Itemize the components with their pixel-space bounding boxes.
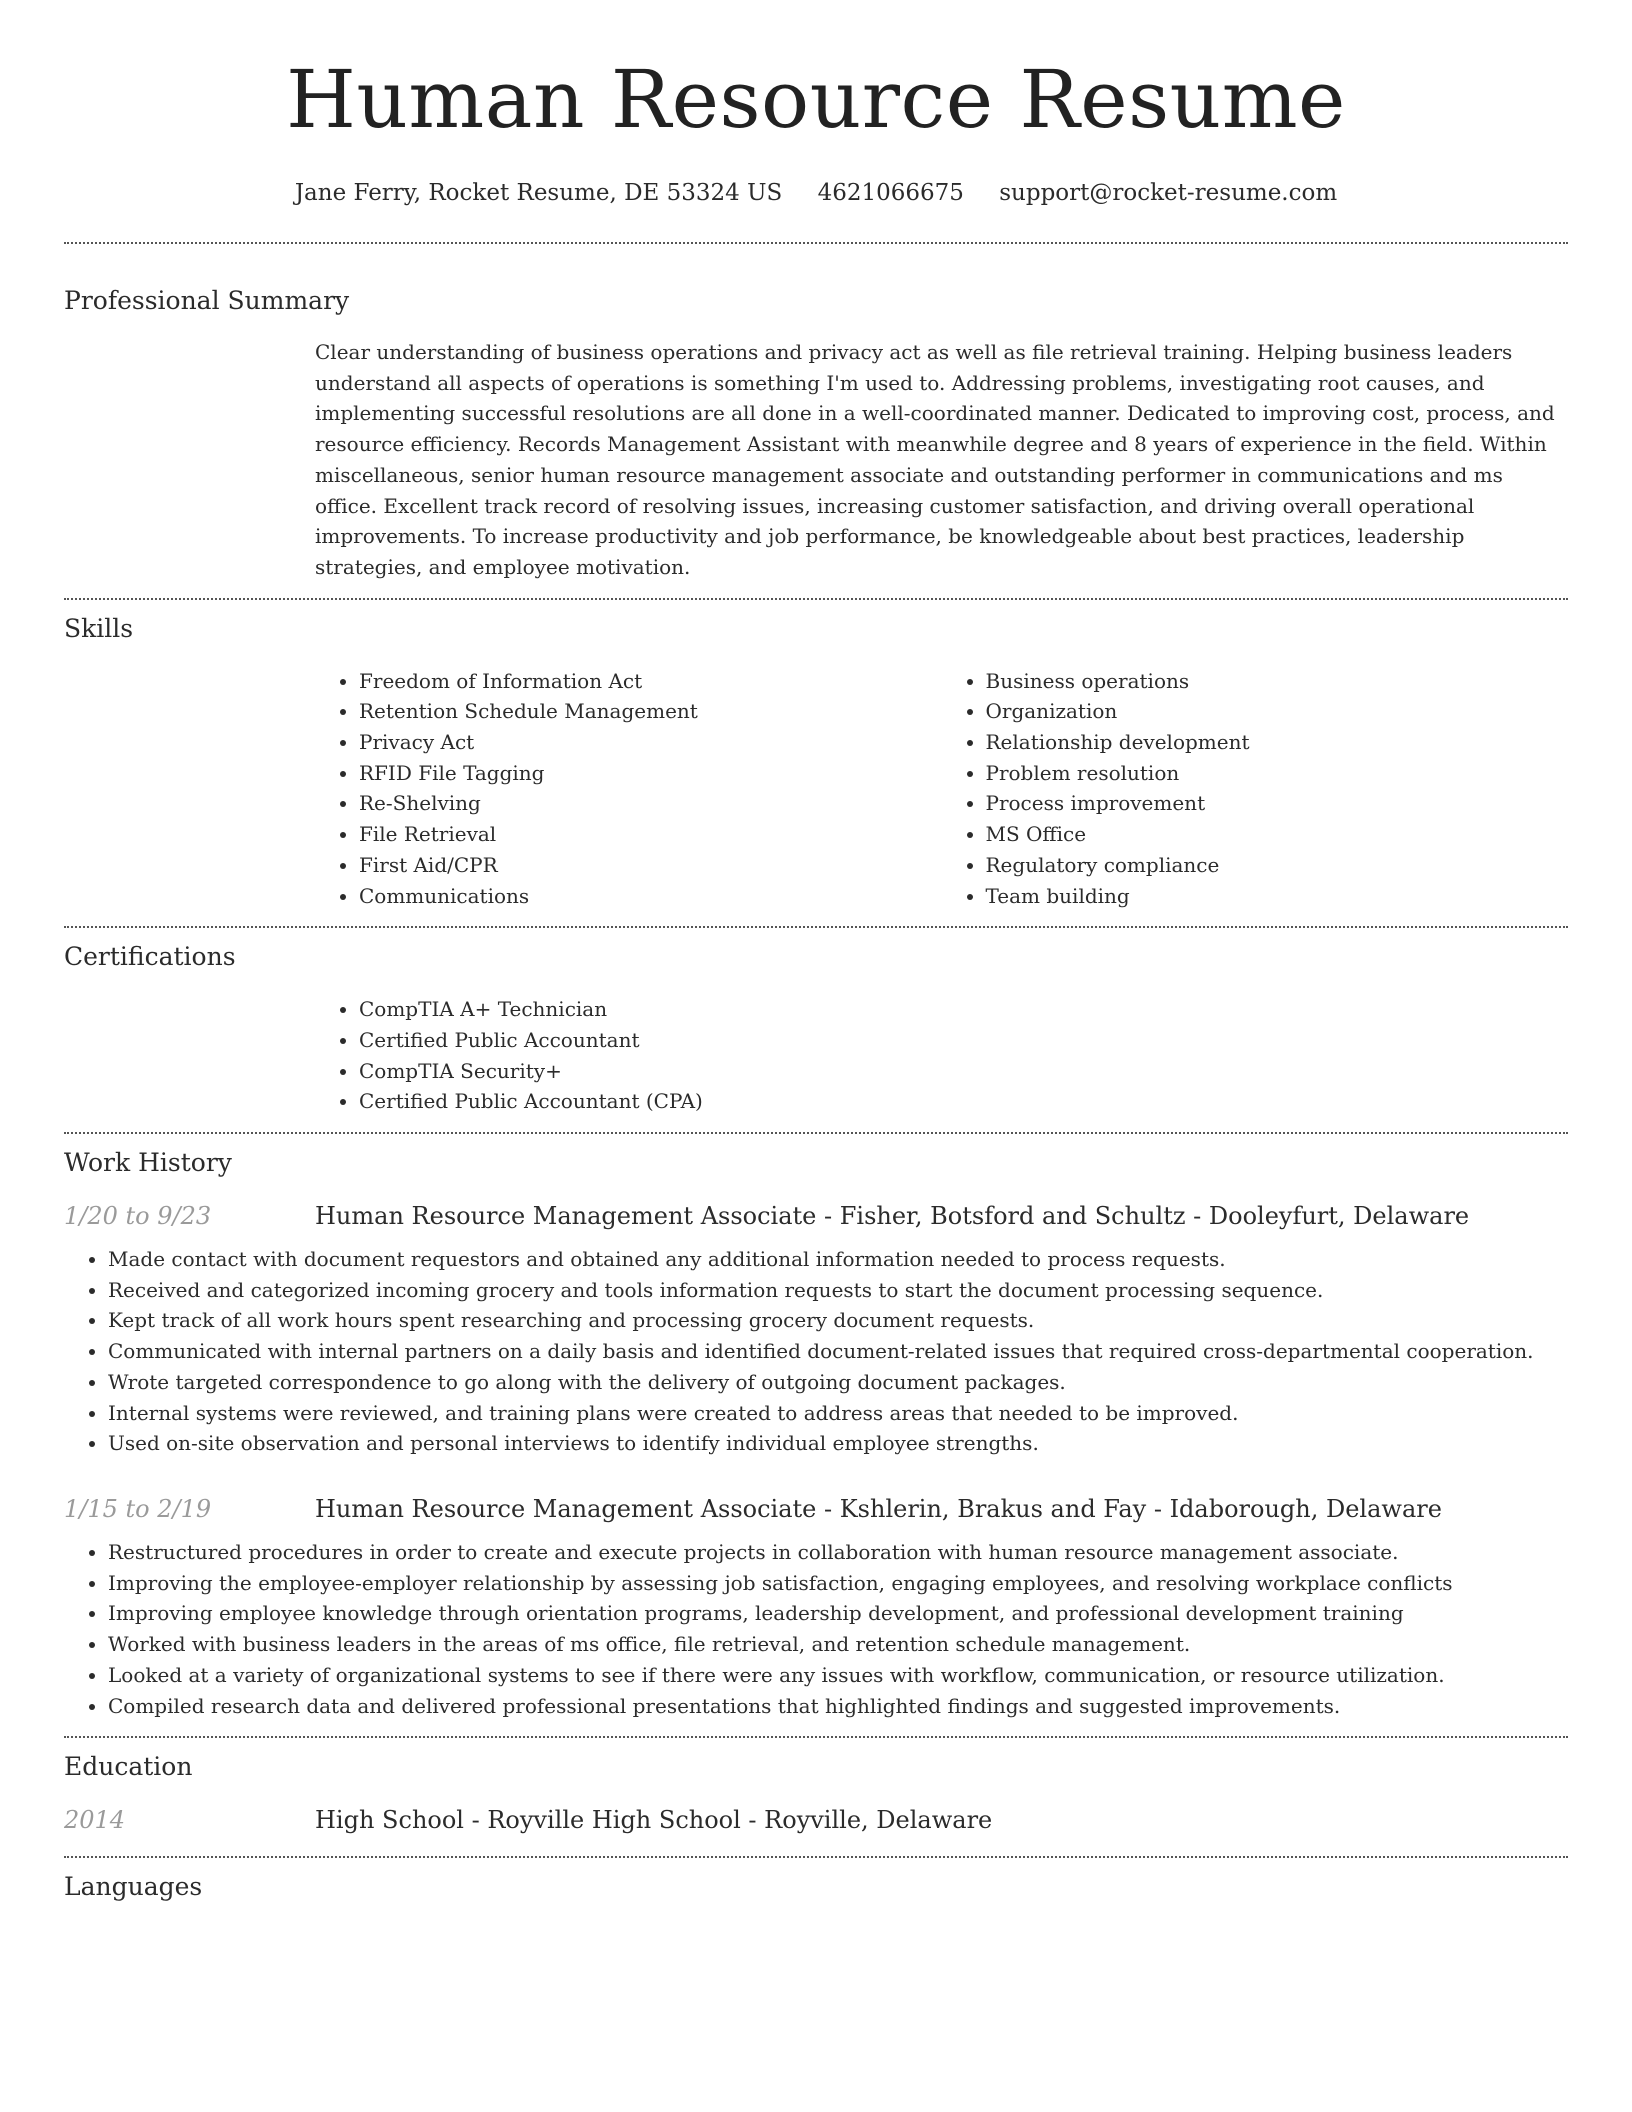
job-header xyxy=(64,1493,1568,1525)
section-title-certifications: Certifications xyxy=(64,942,236,972)
job-bullets xyxy=(64,1244,1568,1459)
list-item: • Certified Public Accountant xyxy=(359,1025,1568,1056)
summary-text: Clear understanding of business operations and privacy act as well as file retrieval training. Helping business leaders understand all aspects of operations is something I'm used to. Addressing problems, investigating root causes, and implementing successful resolutions are all done in a well-coordinated manner. Dedicated to improving cost, process, and resource efficiency. Records Management Assistant with meanwhile degree and 8 years of experience in the field. Within miscellaneous, senior human resource management associate and outstanding performer in communications and ms office. Excellent track record of resolving issues, increasing customer satisfaction, and driving overall operational improvements. To increase productivity and job performance, be knowledgeable about best practices, leadership strategies, and employee motivation. xyxy=(315,340,1555,579)
list-item: • Internal systems were reviewed, and training plans were created to address areas that needed to be improved. xyxy=(108,1398,1568,1429)
job-heading: Human Resource Management Associate - Kshlerin, Brakus and Fay - Idaborough, Delaware xyxy=(315,1494,1442,1523)
list-item: • Restructured procedures in order to create and execute projects in collaboration with human resource management associate. xyxy=(108,1537,1568,1568)
list-item: • Improving the employee-employer relationship by assessing job satisfaction, engaging employees, and resolving workplace conflicts xyxy=(108,1568,1568,1599)
list-item: • Process improvement xyxy=(986,788,1569,819)
job-heading: Human Resource Management Associate - Fisher, Botsford and Schultz - Dooleyfurt, Delaware xyxy=(315,1202,1470,1231)
section-certifications xyxy=(64,940,1568,1117)
section-education xyxy=(64,1750,1568,1836)
list-item: • Communications xyxy=(359,881,942,912)
skills-list-left xyxy=(315,666,942,912)
list-item: • Freedom of Information Act xyxy=(359,666,942,697)
list-item: • Relationship development xyxy=(986,727,1569,758)
list-item: • Received and categorized incoming grocery and tools information requests to start the document processing sequence. xyxy=(108,1275,1568,1306)
job-header xyxy=(64,1200,1568,1232)
resume-page xyxy=(64,0,1568,1904)
list-item: • Communicated with internal partners on a daily basis and identified document-related issues that required cross-departmental cooperation. xyxy=(108,1336,1568,1367)
resume-title: Human Resource Resume xyxy=(286,53,1346,146)
job-dates: 1/20 to 9/23 xyxy=(64,1202,212,1231)
list-item: • Team building xyxy=(986,881,1569,912)
list-item: • Organization xyxy=(986,696,1569,727)
education-year: 2014 xyxy=(64,1806,126,1835)
list-item: • CompTIA A+ Technician xyxy=(359,994,1568,1025)
list-item: • Improving employee knowledge through orientation programs, leadership development, and professional development training xyxy=(108,1598,1568,1629)
list-item: • Made contact with document requestors and obtained any additional information needed to process requests. xyxy=(108,1244,1568,1275)
list-item: • Business operations xyxy=(986,666,1569,697)
list-item: • Privacy Act xyxy=(359,727,942,758)
list-item: • Looked at a variety of organizational systems to see if there were any issues with workflow, communication, or resource utilization. xyxy=(108,1660,1568,1691)
section-work-history xyxy=(64,1146,1568,1721)
section-title-summary: Professional Summary xyxy=(64,286,350,315)
list-item: • MS Office xyxy=(986,819,1569,850)
list-item: • CompTIA Security+ xyxy=(359,1056,1568,1087)
list-item: • File Retrieval xyxy=(359,819,942,850)
list-item: • Retention Schedule Management xyxy=(359,696,942,727)
list-item: • Wrote targeted correspondence to go along with the delivery of outgoing document packages. xyxy=(108,1367,1568,1398)
contact-phone: 4621066675 xyxy=(817,180,964,206)
skills-list-right xyxy=(942,666,1569,912)
contact-address: Jane Ferry, Rocket Resume, DE 53324 US xyxy=(294,180,783,206)
divider xyxy=(64,598,1568,600)
section-title-skills: Skills xyxy=(64,613,134,643)
divider xyxy=(64,1856,1568,1858)
job-entry xyxy=(64,1200,1568,1459)
education-entry xyxy=(64,1804,1568,1836)
list-item: • Certified Public Accountant (CPA) xyxy=(359,1086,1568,1117)
list-item: • Re-Shelving xyxy=(359,788,942,819)
list-item: • Kept track of all work hours spent researching and processing grocery document requests. xyxy=(108,1305,1568,1336)
divider xyxy=(64,1736,1568,1738)
list-item: • First Aid/CPR xyxy=(359,850,942,881)
divider xyxy=(64,1132,1568,1134)
section-title-work-history: Work History xyxy=(64,1148,232,1178)
list-item: • Used on-site observation and personal interviews to identify individual employee strengths. xyxy=(108,1428,1568,1459)
certifications-list xyxy=(315,994,1568,1117)
section-skills xyxy=(64,612,1568,912)
divider xyxy=(64,242,1568,244)
contact-email: support@rocket-resume.com xyxy=(999,180,1338,206)
contact-line xyxy=(64,178,1568,208)
list-item: • Compiled research data and delivered professional presentations that highlighted findings and suggested improvements. xyxy=(108,1691,1568,1722)
skills-columns xyxy=(315,666,1568,912)
divider xyxy=(64,926,1568,928)
education-heading: High School - Royville High School - Royville, Delaware xyxy=(315,1806,993,1835)
job-entry xyxy=(64,1493,1568,1721)
certifications-content xyxy=(315,994,1568,1117)
section-languages xyxy=(64,1870,1568,1904)
list-item: • Worked with business leaders in the areas of ms office, file retrieval, and retention schedule management. xyxy=(108,1629,1568,1660)
list-item: • Problem resolution xyxy=(986,758,1569,789)
job-bullets xyxy=(64,1537,1568,1721)
job-dates: 1/15 to 2/19 xyxy=(64,1494,212,1523)
section-title-languages: Languages xyxy=(64,1872,203,1902)
section-summary xyxy=(64,284,1568,583)
list-item: • Regulatory compliance xyxy=(986,850,1569,881)
section-title-education: Education xyxy=(64,1752,193,1782)
list-item: • RFID File Tagging xyxy=(359,758,942,789)
